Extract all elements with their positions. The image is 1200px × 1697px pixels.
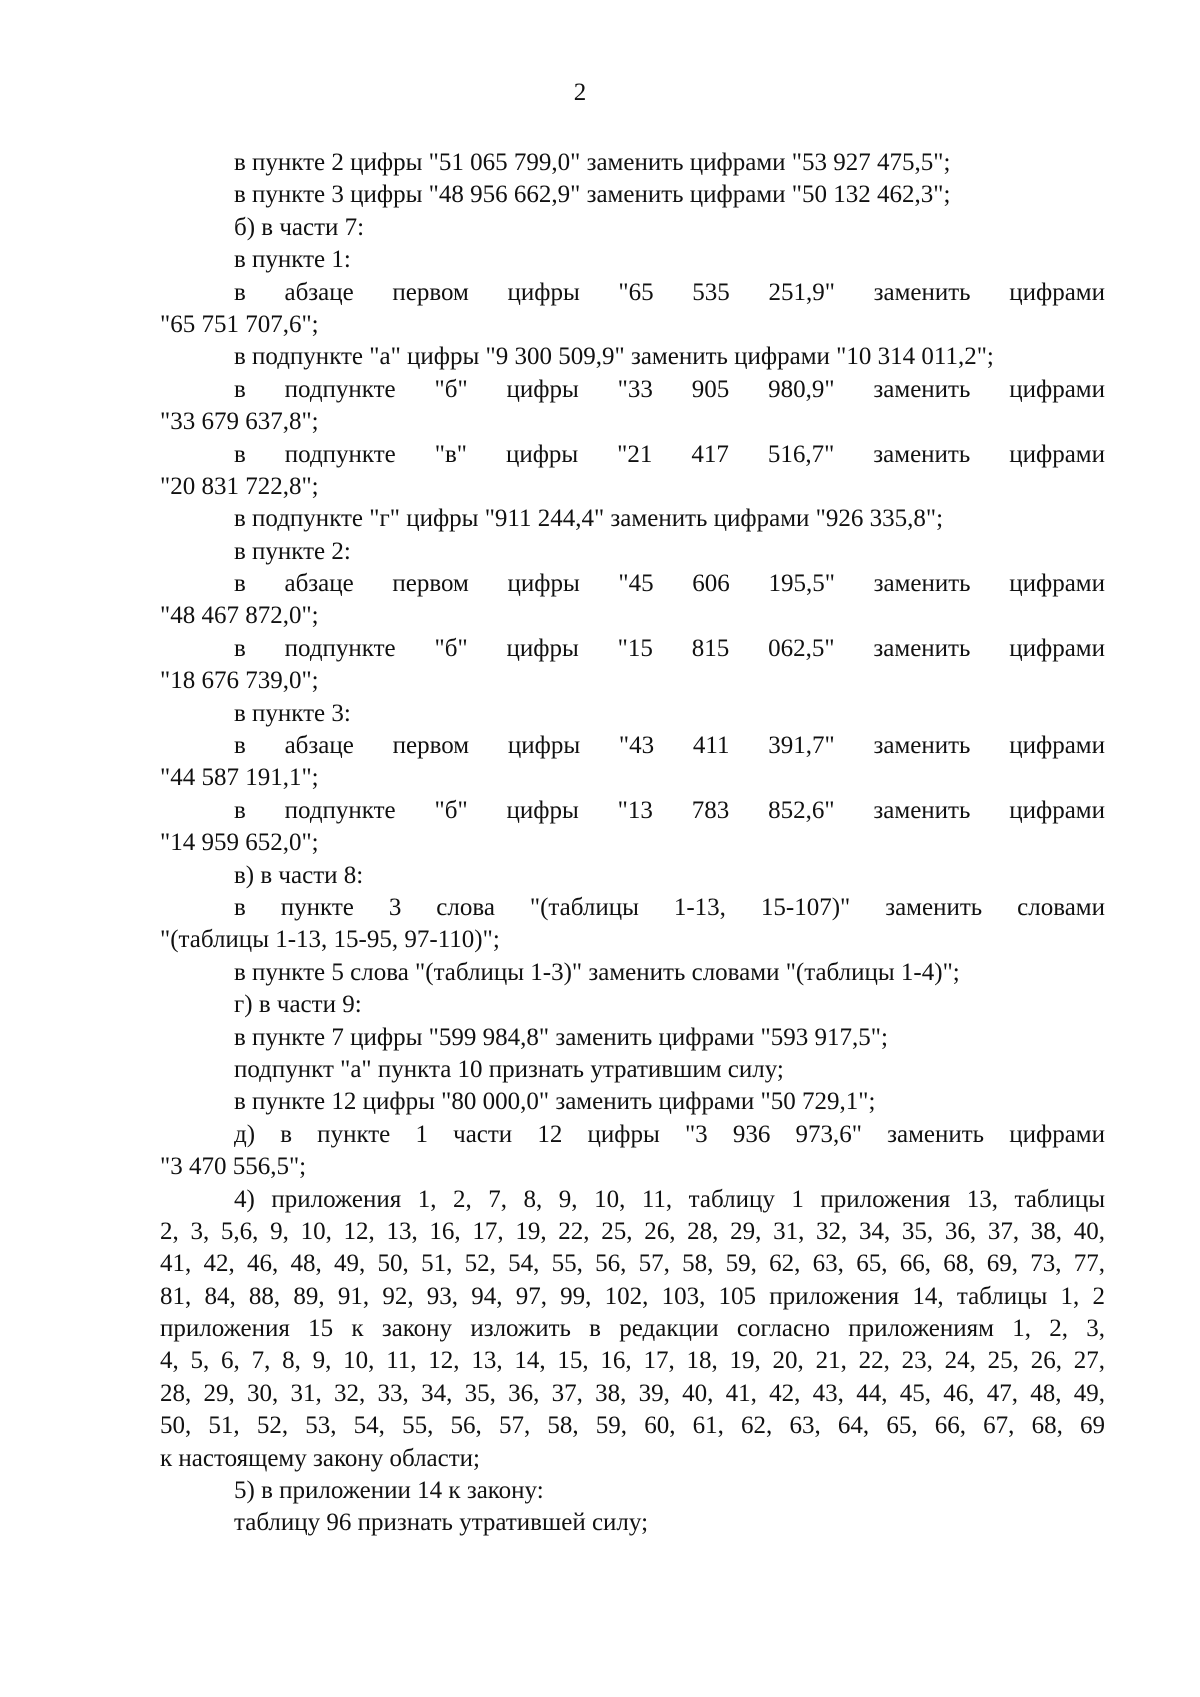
text-line: 2, 3, 5,6, 9, 10, 12, 13, 16, 17, 19, 22, 25, 26, 28, 29, 31, 32, 34, 35, 36, 37, 38, 40, <box>160 1217 1105 1245</box>
page-number: 2 <box>573 79 587 106</box>
text-line: приложения 15 к закону изложить в редакции согласно приложениям 1, 2, 3, <box>160 1315 1105 1343</box>
text-line: подпункт "а" пункта 10 признать утратившим силу; <box>234 1055 784 1083</box>
text-line: "3 470 556,5"; <box>160 1153 307 1181</box>
text-line: 4, 5, 6, 7, 8, 9, 10, 11, 12, 13, 14, 15, 16, 17, 18, 19, 20, 21, 22, 23, 24, 25, 26, 27, <box>160 1347 1105 1375</box>
text-line: "65 751 707,6"; <box>160 310 319 338</box>
text-line: в пункте 2 цифры "51 065 799,0" заменить цифрами "53 927 475,5"; <box>234 149 951 176</box>
text-line: в пункте 3: <box>234 699 351 727</box>
text-line: в пункте 5 слова "(таблицы 1-3)" заменить словами "(таблицы 1-4)"; <box>234 958 960 986</box>
text-line: в подпункте "б" цифры "15 815 062,5" заменить цифрами <box>234 634 1105 662</box>
text-line: 4) приложения 1, 2, 7, 8, 9, 10, 11, таблицу 1 приложения 13, таблицы <box>234 1185 1105 1213</box>
text-line: "48 467 872,0"; <box>160 602 319 630</box>
text-line: "44 587 191,1"; <box>160 764 319 792</box>
text-line: в подпункте "б" цифры "13 783 852,6" заменить цифрами <box>234 796 1105 824</box>
text-line: б) в части 7: <box>234 213 365 241</box>
text-line: 50, 51, 52, 53, 54, 55, 56, 57, 58, 59, 60, 61, 62, 63, 64, 65, 66, 67, 68, 69 <box>160 1412 1105 1440</box>
text-line: 28, 29, 30, 31, 32, 33, 34, 35, 36, 37, 38, 39, 40, 41, 42, 43, 44, 45, 46, 47, 48, 49, <box>160 1379 1105 1407</box>
text-line: в пункте 3 слова "(таблицы 1-13, 15-107)" заменить словами <box>234 893 1105 921</box>
text-line: в абзаце первом цифры "43 411 391,7" заменить цифрами <box>234 732 1105 760</box>
text-line: "18 676 739,0"; <box>160 667 319 695</box>
text-line: в подпункте "г" цифры "911 244,4" заменить цифрами "926 335,8"; <box>234 505 944 533</box>
text-line: 41, 42, 46, 48, 49, 50, 51, 52, 54, 55, 56, 57, 58, 59, 62, 63, 65, 66, 68, 69, 73, 77, <box>160 1250 1105 1278</box>
text-line: "(таблицы 1-13, 15-95, 97-110)"; <box>160 926 500 954</box>
text-line: таблицу 96 признать утратившей силу; <box>234 1509 649 1537</box>
text-line: д) в пункте 1 части 12 цифры "3 936 973,6" заменить цифрами <box>234 1120 1105 1148</box>
text-line: в пункте 1: <box>234 246 351 274</box>
text-line: "33 679 637,8"; <box>160 408 319 436</box>
text-line: в подпункте "в" цифры "21 417 516,7" заменить цифрами <box>234 440 1105 468</box>
text-line: к настоящему закону области; <box>160 1444 480 1472</box>
text-line: в пункте 3 цифры "48 956 662,9" заменить цифрами "50 132 462,3"; <box>234 181 951 209</box>
text-line: в абзаце первом цифры "45 606 195,5" заменить цифрами <box>234 570 1105 598</box>
text-line: 81, 84, 88, 89, 91, 92, 93, 94, 97, 99, 102, 103, 105 приложения 14, таблицы 1, 2 <box>160 1282 1105 1310</box>
text-line: в абзаце первом цифры "65 535 251,9" заменить цифрами <box>234 278 1105 306</box>
text-line: "14 959 652,0"; <box>160 829 319 857</box>
text-line: г) в части 9: <box>234 991 362 1019</box>
text-line: в пункте 2: <box>234 537 351 565</box>
text-line: в подпункте "б" цифры "33 905 980,9" заменить цифрами <box>234 375 1105 403</box>
text-line: "20 831 722,8"; <box>160 472 319 500</box>
text-line: в пункте 12 цифры "80 000,0" заменить цифрами "50 729,1"; <box>234 1088 876 1116</box>
text-line: в пункте 7 цифры "599 984,8" заменить цифрами "593 917,5"; <box>234 1023 888 1051</box>
text-line: в подпункте "а" цифры "9 300 509,9" заменить цифрами "10 314 011,2"; <box>234 343 994 371</box>
text-line: в) в части 8: <box>234 861 364 889</box>
document-body <box>160 147 1105 1540</box>
text-line: 5) в приложении 14 к закону: <box>234 1477 544 1505</box>
